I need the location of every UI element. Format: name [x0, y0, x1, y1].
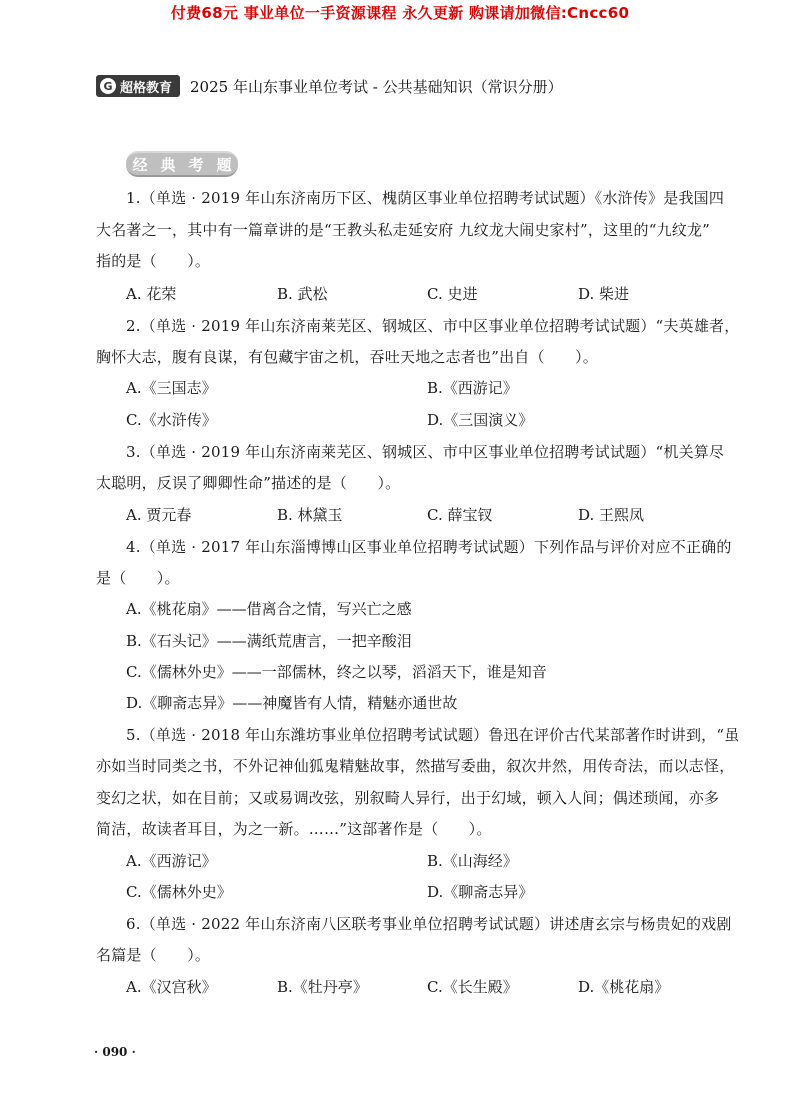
- question-2-option: C.《水浒传》: [126, 411, 217, 429]
- section-tag-char: 经: [126, 151, 154, 177]
- question-3-option: D. 王熙凤: [578, 506, 645, 524]
- section-tag: [126, 151, 238, 177]
- question-6-option: D.《桃花扇》: [578, 978, 670, 996]
- logo-text: 超格教育: [120, 80, 173, 96]
- question-1-line: 1.（单选 · 2019 年山东济南历下区、槐荫区事业单位招聘考试试题）《水浒传》是我国四: [126, 189, 725, 207]
- question-3-line: 太聪明，反误了卿卿性命”描述的是（ ）。: [96, 474, 401, 492]
- brand-logo: [96, 75, 180, 97]
- watermark-text: 付费68元 事业单位一手资源课程 永久更新 购课请加微信:Cncc60: [170, 4, 630, 22]
- question-3-option: B. 林黛玉: [277, 506, 343, 524]
- question-6-option: B.《牡丹亭》: [277, 978, 368, 996]
- question-1-option: D. 柴进: [578, 285, 630, 303]
- question-2-option: B.《西游记》: [427, 379, 518, 397]
- question-5-option: D.《聊斋志异》: [427, 883, 534, 901]
- question-4-option: C.《儒林外史》——一部儒林，终之以琴，滔滔天下，谁是知音: [126, 663, 547, 681]
- question-6-line: 名篇是（ ）。: [96, 946, 211, 964]
- question-6-option: A.《汉宫秋》: [126, 978, 217, 996]
- question-3-option: A. 贾元春: [126, 506, 192, 524]
- question-3-line: 3.（单选 · 2019 年山东济南莱芜区、钢城区、市中区事业单位招聘考试试题）“机关算尽: [126, 443, 725, 461]
- question-5-option: B.《山海经》: [427, 852, 518, 870]
- question-2-line: 2.（单选 · 2019 年山东济南莱芜区、钢城区、市中区事业单位招聘考试试题）“夫英雄者，: [126, 317, 740, 335]
- question-4-option: A.《桃花扇》——借离合之情，写兴亡之感: [126, 600, 412, 618]
- logo-mark-icon: G: [100, 78, 116, 94]
- question-4-line: 4.（单选 · 2017 年山东淄博博山区事业单位招聘考试试题）下列作品与评价对应不正确的: [126, 538, 732, 556]
- question-5-option: A.《西游记》: [126, 852, 217, 870]
- page-number: · 090 ·: [94, 1045, 136, 1059]
- question-3-option: C. 薛宝钗: [427, 506, 493, 524]
- question-1-line: 指的是（ ）。: [96, 252, 211, 270]
- question-2-line: 胸怀大志，腹有良谋，有包藏宇宙之机，吞吐天地之志者也”出自（ ）。: [96, 348, 598, 366]
- question-2-option: D.《三国演义》: [427, 411, 534, 429]
- page-header: [96, 74, 563, 98]
- book-title: 2025 年山东事业单位考试 - 公共基础知识（常识分册）: [190, 77, 563, 96]
- section-tag-char: 题: [210, 151, 238, 177]
- question-5-line: 简洁，故读者耳目，为之一新。……”这部著作是（ ）。: [96, 820, 492, 838]
- question-4-option: B.《石头记》——满纸荒唐言，一把辛酸泪: [126, 632, 412, 650]
- question-5-line: 亦如当时同类之书，不外记神仙狐鬼精魅故事，然描写委曲，叙次井然，用传奇法，而以志怪，: [96, 757, 735, 775]
- question-1-line: 大名著之一，其中有一篇章讲的是“王教头私走延安府 九纹龙大闹史家村”，这里的“九纹龙”: [96, 221, 711, 239]
- question-1-option: C. 史进: [427, 285, 478, 303]
- question-4-option: D.《聊斋志异》——神魔皆有人情，精魅亦通世故: [126, 694, 458, 712]
- question-5-line: 5.（单选 · 2018 年山东潍坊事业单位招聘考试试题）鲁迅在评价古代某部著作时讲到，“虽: [126, 726, 740, 744]
- question-2-option: A.《三国志》: [126, 379, 217, 397]
- question-1-option: A. 花荣: [126, 285, 177, 303]
- section-tag-char: 典: [154, 151, 182, 177]
- question-6-option: C.《长生殿》: [427, 978, 518, 996]
- question-6-line: 6.（单选 · 2022 年山东济南八区联考事业单位招聘考试试题）讲述唐玄宗与杨贵妃的戏剧: [126, 915, 732, 933]
- question-5-line: 变幻之状，如在目前；又或易调改弦，别叙畸人异行，出于幻域，顿入人间；偶述琐闻，亦多: [96, 789, 720, 807]
- question-4-line: 是（ ）。: [96, 569, 180, 587]
- question-1-option: B. 武松: [277, 285, 328, 303]
- section-tag-char: 考: [182, 151, 210, 177]
- question-5-option: C.《儒林外史》: [126, 883, 232, 901]
